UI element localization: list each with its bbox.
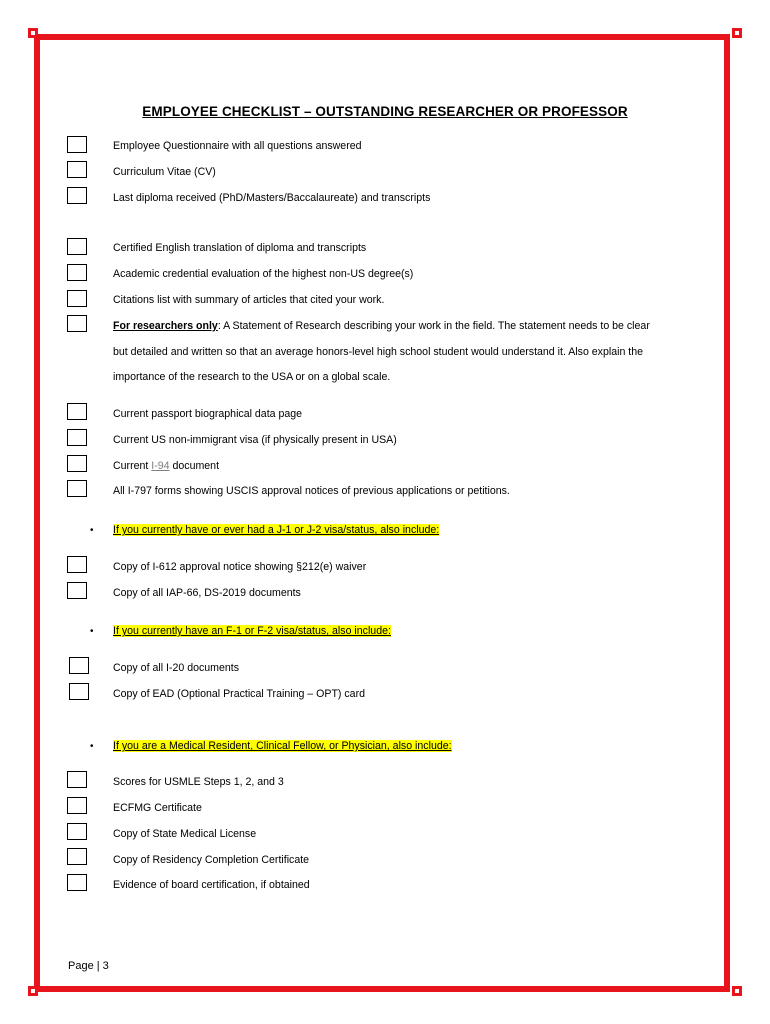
research-statement-line — [113, 320, 650, 333]
border-corner — [732, 986, 742, 996]
checkbox[interactable] — [67, 315, 87, 332]
i94-post: document — [169, 460, 220, 472]
research-statement-line: but detailed and written so that an average honors-level high school student would understand it. Also explain the — [113, 346, 644, 358]
research-statement-line: importance of the research to the USA or on a global scale. — [113, 371, 391, 383]
research-text: : A Statement of Research describing your work in the field. The statement needs to be clear — [217, 320, 650, 332]
checklist-item: Academic credential evaluation of the highest non-US degree(s) — [113, 268, 414, 280]
checkbox[interactable] — [67, 797, 87, 814]
page-title: EMPLOYEE CHECKLIST – OUTSTANDING RESEARCHER OR PROFESSOR — [142, 104, 628, 119]
border-corner — [28, 986, 38, 996]
checkbox[interactable] — [69, 683, 89, 700]
checkbox[interactable] — [67, 582, 87, 599]
checkbox[interactable] — [67, 823, 87, 840]
checklist-item: Evidence of board certification, if obtained — [113, 879, 310, 891]
checkbox[interactable] — [69, 657, 89, 674]
page-number: Page | 3 — [68, 960, 109, 972]
section-heading-medical — [113, 740, 452, 753]
checklist-item: Copy of all I-20 documents — [113, 662, 240, 674]
section-heading-f1 — [113, 625, 391, 638]
checkbox[interactable] — [67, 161, 87, 178]
checkbox[interactable] — [67, 848, 87, 865]
checkbox[interactable] — [67, 187, 87, 204]
bullet: • — [90, 741, 94, 752]
checkbox[interactable] — [67, 455, 87, 472]
checkbox[interactable] — [67, 403, 87, 420]
research-lead: For researchers only — [113, 320, 218, 332]
checklist-item: ECFMG Certificate — [113, 802, 202, 814]
highlight-text: If you are a Medical Resident, Clinical Fellow, or Physician, also include: — [113, 740, 452, 752]
checkbox[interactable] — [67, 238, 87, 255]
checkbox[interactable] — [67, 136, 87, 153]
checkbox[interactable] — [67, 556, 87, 573]
checklist-item: Copy of I-612 approval notice showing §212(e) waiver — [113, 561, 367, 573]
border-corner — [28, 28, 38, 38]
checklist-item: Copy of all IAP-66, DS-2019 documents — [113, 587, 301, 599]
checklist-item: Copy of State Medical License — [113, 828, 257, 840]
i94-pre: Current — [113, 460, 152, 472]
checkbox[interactable] — [67, 429, 87, 446]
checklist-item: Citations list with summary of articles that cited your work. — [113, 294, 385, 306]
checklist-item: Current passport biographical data page — [113, 408, 303, 420]
highlight-text: If you currently have an F-1 or F-2 visa/status, also include: — [113, 625, 391, 637]
checkbox[interactable] — [67, 290, 87, 307]
section-heading-j1 — [113, 524, 439, 537]
bullet: • — [90, 626, 94, 637]
checkbox[interactable] — [67, 480, 87, 497]
checklist-item — [113, 460, 219, 473]
checklist-item: Certified English translation of diploma and transcripts — [113, 242, 367, 254]
i94-link[interactable]: I-94 — [151, 460, 170, 472]
checkbox[interactable] — [67, 874, 87, 891]
checklist-item: Current US non-immigrant visa (if physically present in USA) — [113, 434, 397, 446]
checklist-item: Last diploma received (PhD/Masters/Baccalaureate) and transcripts — [113, 192, 431, 204]
border-corner — [732, 28, 742, 38]
checkbox[interactable] — [67, 771, 87, 788]
checklist-item: Copy of Residency Completion Certificate — [113, 854, 310, 866]
checklist-item: Copy of EAD (Optional Practical Training – OPT) card — [113, 688, 365, 700]
checklist-item: All I-797 forms showing USCIS approval notices of previous applications or petitions. — [113, 485, 510, 497]
bullet: • — [90, 525, 94, 536]
checklist-item: Scores for USMLE Steps 1, 2, and 3 — [113, 776, 284, 788]
checklist-item: Employee Questionnaire with all questions answered — [113, 140, 362, 152]
highlight-text: If you currently have or ever had a J-1 or J-2 visa/status, also include: — [113, 524, 440, 536]
checkbox[interactable] — [67, 264, 87, 281]
checklist-item: Curriculum Vitae (CV) — [113, 166, 216, 178]
